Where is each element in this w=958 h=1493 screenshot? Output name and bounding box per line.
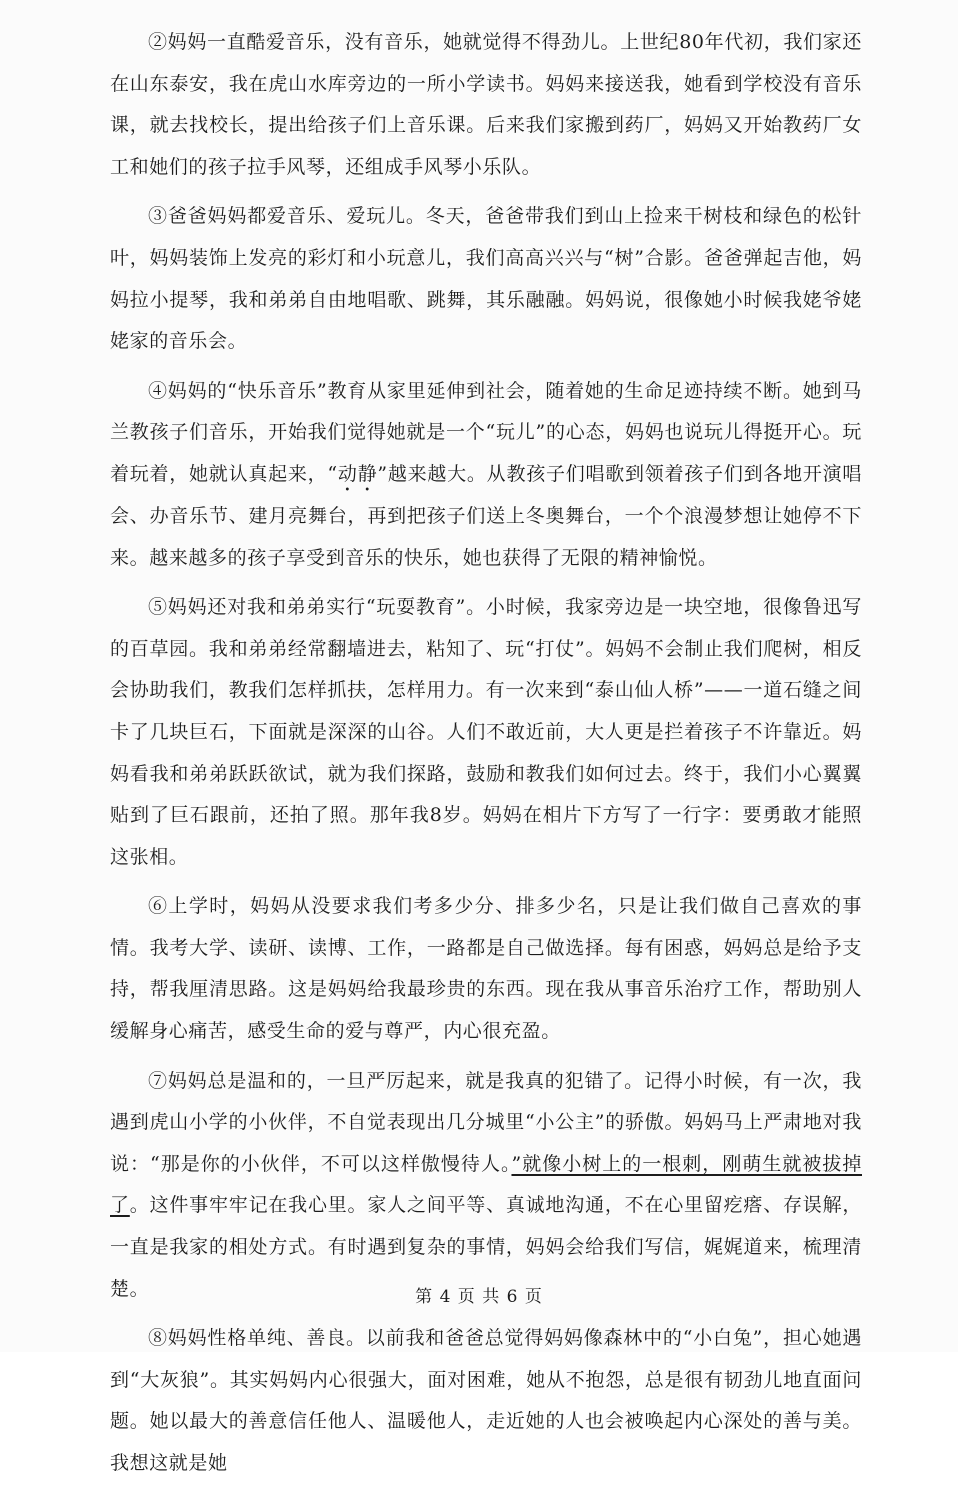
paragraph-2: ②妈妈一直酷爱音乐，没有音乐，她就觉得不得劲儿。上世纪80年代初，我们家还在山东泰安，我在虎山水库旁边的一所小学读书。妈妈来接送我，她看到学校没有音乐课，就去找校长，提出给孩子们上音乐课。后来我们家搬到药厂，妈妈又开始教药厂女工和她们的孩子拉手风琴，还组成手风琴小乐队。 [110, 31, 862, 178]
paragraph-6: ⑥上学时，妈妈从没要求我们考多少分、排多少名，只是让我们做自己喜欢的事情。我考大学、读研、读博、工作，一路都是自己做选择。每有困惑，妈妈总是给予支持，帮我厘清思路。这是妈妈给我最珍贵的东西。现在我从事音乐治疗工作，帮助别人缓解身心痛苦，感受生命的爱与尊严，内心很充盈。 [110, 895, 862, 1043]
paragraph-4-text-before: ④妈妈的“快乐音乐”教育从家里延伸到社会，随着她的生命足迹持续不断。她到马兰教孩子们音乐，开始我们觉得她就是一个“玩儿”的心态，妈妈也说玩儿得挺开心。玩着玩着，她就认真起来，“ [110, 379, 862, 485]
paragraph-3: ③爸爸妈妈都爱音乐、爱玩儿。冬天，爸爸带我们到山上捡来干树枝和绿色的松针叶，妈妈装饰上发亮的彩灯和小玩意儿，我们高高兴兴与“树”合影。爸爸弹起吉他，妈妈拉小提琴，我和弟弟自由地唱歌、跳舞，其乐融融。妈妈说，很像她小时候我姥爷姥姥家的音乐会。 [110, 205, 862, 353]
paragraph-4-text-after: ”越来越大。从教孩子们唱歌到领着孩子们到各地开演唱会、办音乐节、建月亮舞台，再到把孩子们送上冬奥舞台，一个个浪漫梦想让她停不下来。越来越多的孩子享受到音乐的快乐，她也获得了无限的精神愉悦。 [110, 462, 862, 569]
emphasized-phrase: 动静 [337, 462, 378, 485]
paragraph-7-text-after: 。这件事牢牢记在我心里。家人之间平等、真诚地沟通，不在心里留疙瘩、存误解，一直是我家的相处方式。有时遇到复杂的事情，妈妈会给我们写信，娓娓道来，梳理清楚。 [110, 1194, 862, 1300]
paragraph-4 [110, 371, 862, 579]
article-body [110, 22, 862, 1493]
underlined-sentence: ”就像小树上的一根刺，刚萌生就被拔掉了 [110, 1152, 862, 1217]
paragraph-7 [110, 1061, 862, 1311]
paragraph-5: ⑤妈妈还对我和弟弟实行“玩耍教育”。小时候，我家旁边是一块空地，很像鲁迅写的百草园。我和弟弟经常翻墙进去，粘知了、玩“打仗”。妈妈不会制止我们爬树，相反会协助我们，教我们怎样抓扶，怎样用力。有一次来到“泰山仙人桥”——一道石缝之间卡了几块巨石，下面就是深深的山谷。人们不敢近前，大人更是拦着孩子不许靠近。妈妈看我和弟弟跃跃欲试，就为我们探路，鼓励和教我们如何过去。终于，我们小心翼翼贴到了巨石跟前，还拍了照。那年我8岁。妈妈在相片下方写了一行字：要勇敢才能照这张相。 [110, 596, 862, 868]
page-number-footer: 第 4 页 共 6 页 [415, 1287, 543, 1307]
paragraph-7-text-before: ⑦妈妈总是温和的，一旦严厉起来，就是我真的犯错了。记得小时候，有一次，我遇到虎山小学的小伙伴，不自觉表现出几分城里“小公主”的骄傲。妈妈马上严肃地对我说：“那是你的小伙伴，不可以这样傲慢待人。 [110, 1069, 862, 1175]
paragraph-8: ⑧妈妈性格单纯、善良。以前我和爸爸总觉得妈妈像森林中的“小白兔”，担心她遇到“大灰狼”。其实妈妈内心很强大，面对困难，她从不抱怨，总是很有韧劲儿地直面问题。她以最大的善意信任他人、温暖他人，走近她的人也会被唤起内心深处的善与美。我想这就是她 [110, 1327, 862, 1474]
